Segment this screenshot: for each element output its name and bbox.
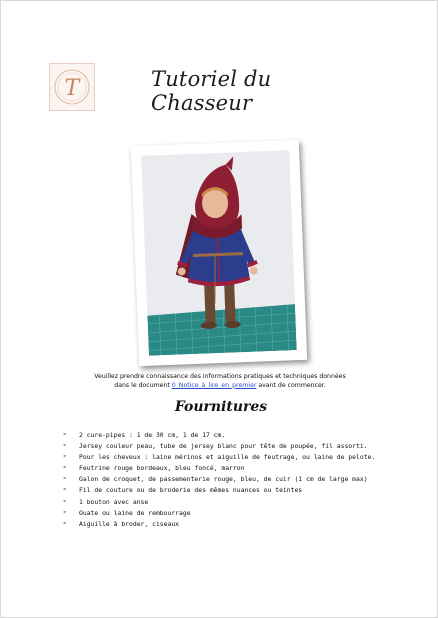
document-title: Tutoriel du Chasseur: [151, 67, 272, 115]
bullet-arrow-icon: ➢: [63, 453, 67, 461]
notice-line-2-before: dans le document: [114, 381, 172, 389]
hunter-doll-photo: [141, 150, 297, 356]
bullet-arrow-icon: ➢: [63, 519, 67, 527]
logo-letter: T: [64, 76, 80, 101]
bullet-arrow-icon: ➢: [63, 442, 67, 450]
list-item: ➢ 1 bouton avec anse: [63, 497, 149, 506]
list-item: ➢ Jersey couleur peau, tube de jersey blanc pour tête de poupée, fil assorti.: [63, 442, 368, 451]
list-item: ➢ Feutrine rouge bordeaux, bleu foncé, marron: [63, 464, 245, 473]
supplies-heading: Fournitures: [174, 399, 268, 415]
logo-emblem-icon: [52, 66, 92, 108]
notice-line-2-after: avant de commencer.: [256, 381, 326, 389]
list-item: ➢ 2 cure-pipes : 1 de 30 cm, 1 de 17 cm.: [63, 431, 226, 439]
supplies-list: [63, 431, 393, 531]
bullet-arrow-icon: ➢: [63, 508, 67, 516]
bullet-arrow-icon: ➢: [63, 475, 67, 483]
list-item: ➢ Ouate ou laine de rembourrage: [63, 508, 191, 517]
list-item: ➢ Pour les cheveux : laine mérinos et aiguille de feutrage, ou laine de pelote.: [63, 453, 376, 462]
bullet-arrow-icon: ➢: [63, 486, 67, 494]
logo: [49, 63, 95, 111]
notice-text: [61, 373, 379, 390]
bullet-arrow-icon: ➢: [63, 431, 67, 438]
list-item: ➢ Fil de couture ou de broderie des mêmes nuances ou teintes: [63, 486, 303, 495]
notice-line-2: [61, 382, 379, 391]
list-item: ➢ Aiguille à broder, ciseaux: [63, 519, 180, 528]
photo-frame: [131, 140, 307, 366]
list-item: ➢ Galon de croquet, de passementerie rouge, bleu, de cuir (1 cm de large max): [63, 475, 368, 484]
bullet-arrow-icon: ➢: [63, 464, 67, 472]
notice-line-1: Veuillez prendre connaissance des informations pratiques et techniques données: [94, 373, 346, 380]
notice-document-link[interactable]: 0_Notice_à_lire_en_premier: [171, 381, 257, 389]
bullet-arrow-icon: ➢: [63, 497, 67, 505]
